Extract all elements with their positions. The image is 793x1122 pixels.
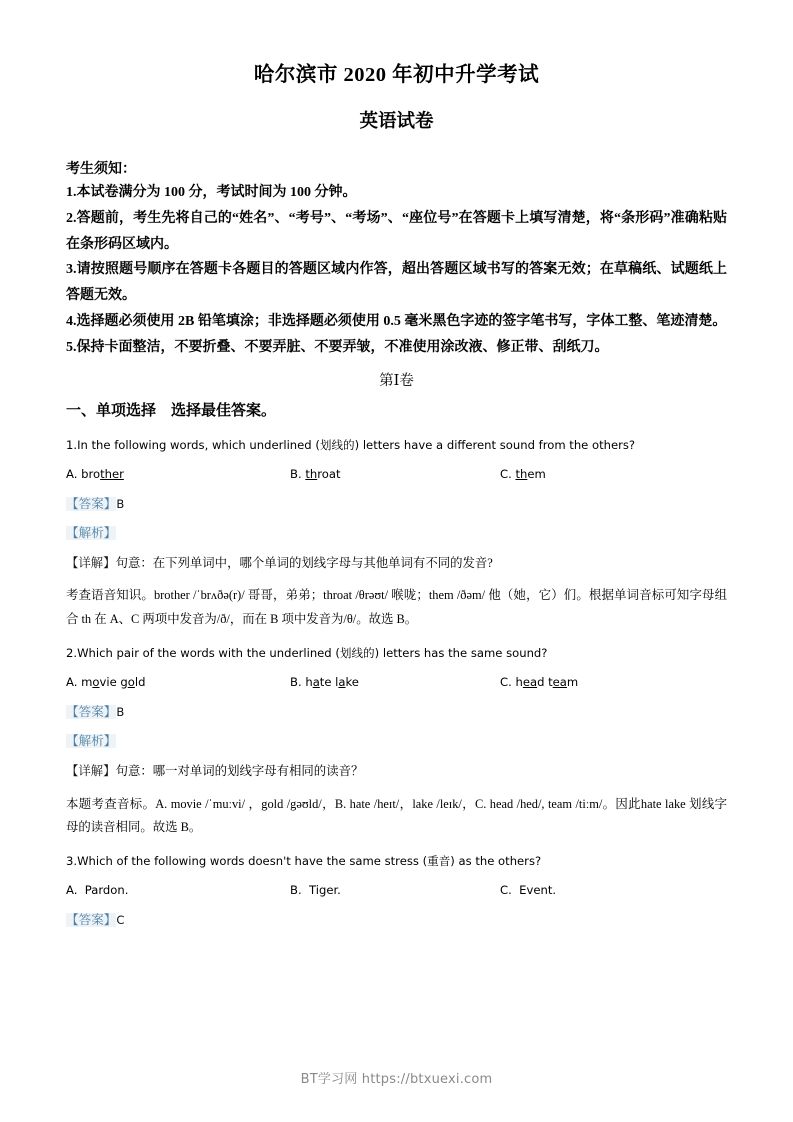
question-2-option-b[interactable]: B. hate lake [290,674,359,689]
notice-item-5: 5.保持卡面整洁，不要折叠、不要弄脏、不要弄皱，不准使用涂改液、修正带、刮纸刀。 [66,340,609,356]
detail-tag: 【详解】 [66,555,116,570]
option-text: Pardon. [84,883,129,898]
question-2-stem [66,632,727,663]
question-1-answer-line [66,485,727,514]
question-2-analysis-text [66,784,727,841]
question-3-options [66,871,727,901]
option-text-underlined: th [515,466,528,481]
analysis-tag: 【解析】 [66,525,117,540]
option-label: B. [290,674,302,689]
question-1-analysis-text [66,575,727,632]
question-3-option-a[interactable] [66,882,128,899]
answer-tag: 【答案】 [66,496,117,511]
notice-item-4: 4.选择题必须使用 2B 铅笔填涂；非选择题必须使用 0.5 毫米黑色字迹的签字笔书写，字体工整、笔迹清楚。 [66,314,727,330]
question-2-analysis-line [66,722,727,751]
question-2-option-c[interactable]: C. head team [500,674,579,689]
question-2-options [66,663,727,693]
option-text-post: roat [317,466,341,481]
paper-part-heading: 第Ⅰ卷 [379,373,414,390]
question-2-answer-line [66,693,727,722]
question-2-detail-text: 句意：哪一对单词的划线字母有相同的读音？ [115,763,364,778]
question-1-number: 1. [66,437,78,452]
question-3-number: 3. [66,854,78,869]
option-label: B. [290,883,302,898]
question-1-options [66,455,727,485]
notice-heading: 考生须知： [66,161,136,177]
detail-tag: 【详解】 [66,763,116,778]
question-3-answer-value: C [116,913,125,928]
option-text: Tiger. [309,883,341,898]
question-1-analysis-line-2: 单词音标可知字母组合 th 在 A、C 两项中发音为/ð/，而在 B 项中发音为/θ/。故选 B。 [66,588,728,627]
option-label: C. [500,466,512,481]
answer-tag: 【答案】 [66,704,117,719]
question-1-option-c[interactable] [500,466,546,483]
option-label: C. [500,674,512,689]
option-text-underlined: ther [100,466,124,481]
page-subtitle: 英语试卷 [359,111,434,132]
question-1-analysis-line-1: 考查语音知识。brother /ˈbrʌðə(r)/ 哥哥，弟弟；throat /θrəʊt/ 喉咙；them /ðəm/ 他（她，它）们。根据 [66,588,615,603]
question-2-analysis-line-1: 本题考查音标。A. movie /ˈmuːvi/ ，gold /gəʊld/，B. hate /heɪt/，lake /leɪk/，C. head /hed/, team /tiːm/。因此 [66,796,641,811]
question-1-answer-value: B [116,496,125,511]
section-heading: 一、单项选择 选择最佳答案。 [66,402,277,419]
footer-watermark: BT学习网 https://btxuexi.com [300,1072,493,1087]
question-3-option-c[interactable] [500,882,556,899]
question-2-text: Which pair of the words with the underlined (划线的) letters has the same sound? [77,646,548,661]
notice-item-1: 1.本试卷满分为 100 分，考试时间为 100 分钟。 [66,184,357,200]
question-1-option-b[interactable] [290,466,341,483]
page-title: 哈尔滨市 2020 年初中升学考试 [253,64,540,86]
option-label: A. [66,466,78,481]
option-text-underlined: th [305,466,318,481]
option-text-post: em [527,466,546,481]
question-2-answer-value: B [116,704,125,719]
option-label: A. [66,674,78,689]
question-3-answer-line [66,901,727,930]
question-2-detail [66,751,727,784]
option-label: B. [290,466,302,481]
answer-tag: 【答案】 [66,913,117,928]
notice-item-3: 3.请按照题号顺序在答题卡各题目的答题区域内作答，超出答题区域书写的答案无效；在草稿纸、试题纸上答题无效。 [66,262,727,304]
question-2-number: 2. [66,646,78,661]
option-text-pre: bro [81,466,101,481]
option-text: Event. [519,883,557,898]
question-2-option-a[interactable]: A. movie gold [66,674,146,689]
question-1-detail [66,543,727,576]
question-1-stem [66,424,727,455]
question-3-stem [66,840,727,871]
notice-item-2: 2.答题前，考生先将自己的“姓名”、“考号”、“考场”、“座位号”在答题卡上填写清楚，将“条形码”准确粘贴在条形码区域内。 [66,210,727,252]
question-3-text: Which of the following words doesn't have the same stress (重音) as the others? [77,854,542,869]
question-3-option-b[interactable] [290,882,341,899]
question-1-option-a[interactable] [66,466,124,483]
question-1-text: In the following words, which underlined (划线的) letters have a different sound from the others? [77,437,636,452]
option-label: A. [66,883,78,898]
analysis-tag: 【解析】 [66,733,117,748]
question-1-analysis-line [66,514,727,543]
option-label: C. [500,883,512,898]
question-1-detail-text: 句意：在下列单词中，哪个单词的划线字母与其他单词有不同的发音? [115,555,493,570]
question-2-analysis-line-2: hate lake 划线字母的读音相同。故选 B。 [66,796,727,835]
